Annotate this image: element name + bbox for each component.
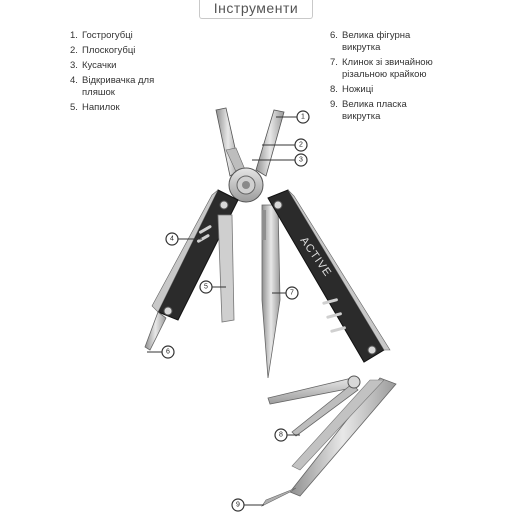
list-item-number: 2. (70, 45, 78, 56)
list-item-label: Велика фігурна викрутка (342, 30, 411, 53)
list-item-label: Відкривачка для пляшок (82, 75, 155, 98)
pivot-hub (229, 168, 263, 202)
file-tool (218, 215, 234, 322)
callout-number: 6 (166, 348, 170, 356)
small-screwdriver (145, 312, 166, 350)
list-item-label: Гострогубці (82, 30, 133, 41)
callout-number: 2 (299, 141, 303, 149)
list-item-number: 6. (330, 30, 338, 41)
list-item-number: 3. (70, 60, 78, 71)
section-title: Інструменти (199, 0, 313, 19)
callout-9 (232, 499, 264, 511)
list-item-label: Велика пласка викрутка (342, 99, 407, 122)
callout-number: 1 (301, 113, 305, 121)
list-item-label: Ножиці (342, 84, 374, 95)
callout-number: 9 (236, 501, 240, 509)
serration-detail (262, 210, 266, 240)
right-handle (268, 190, 390, 362)
list-item-number: 1. (70, 30, 78, 41)
list-item-number: 5. (70, 102, 78, 113)
list-item-number: 4. (70, 75, 78, 86)
list-item-number: 7. (330, 57, 338, 68)
list-item-label: Плоскогубці (82, 45, 136, 56)
list-item-label: Клинок зі звичайною різальною крайкою (342, 57, 433, 80)
callout-number: 7 (290, 289, 294, 297)
callout-number: 4 (170, 235, 174, 243)
list-item-label: Кусачки (82, 60, 117, 71)
pliers-jaws (216, 108, 284, 176)
list-item-number: 8. (330, 84, 338, 95)
brand-logo: ACTIVE (297, 234, 334, 280)
callout-number: 8 (279, 431, 283, 439)
list-item-number: 9. (330, 99, 338, 110)
callout-number: 3 (299, 156, 303, 164)
callout-number: 5 (204, 283, 208, 291)
list-item-label: Напилок (82, 102, 120, 113)
